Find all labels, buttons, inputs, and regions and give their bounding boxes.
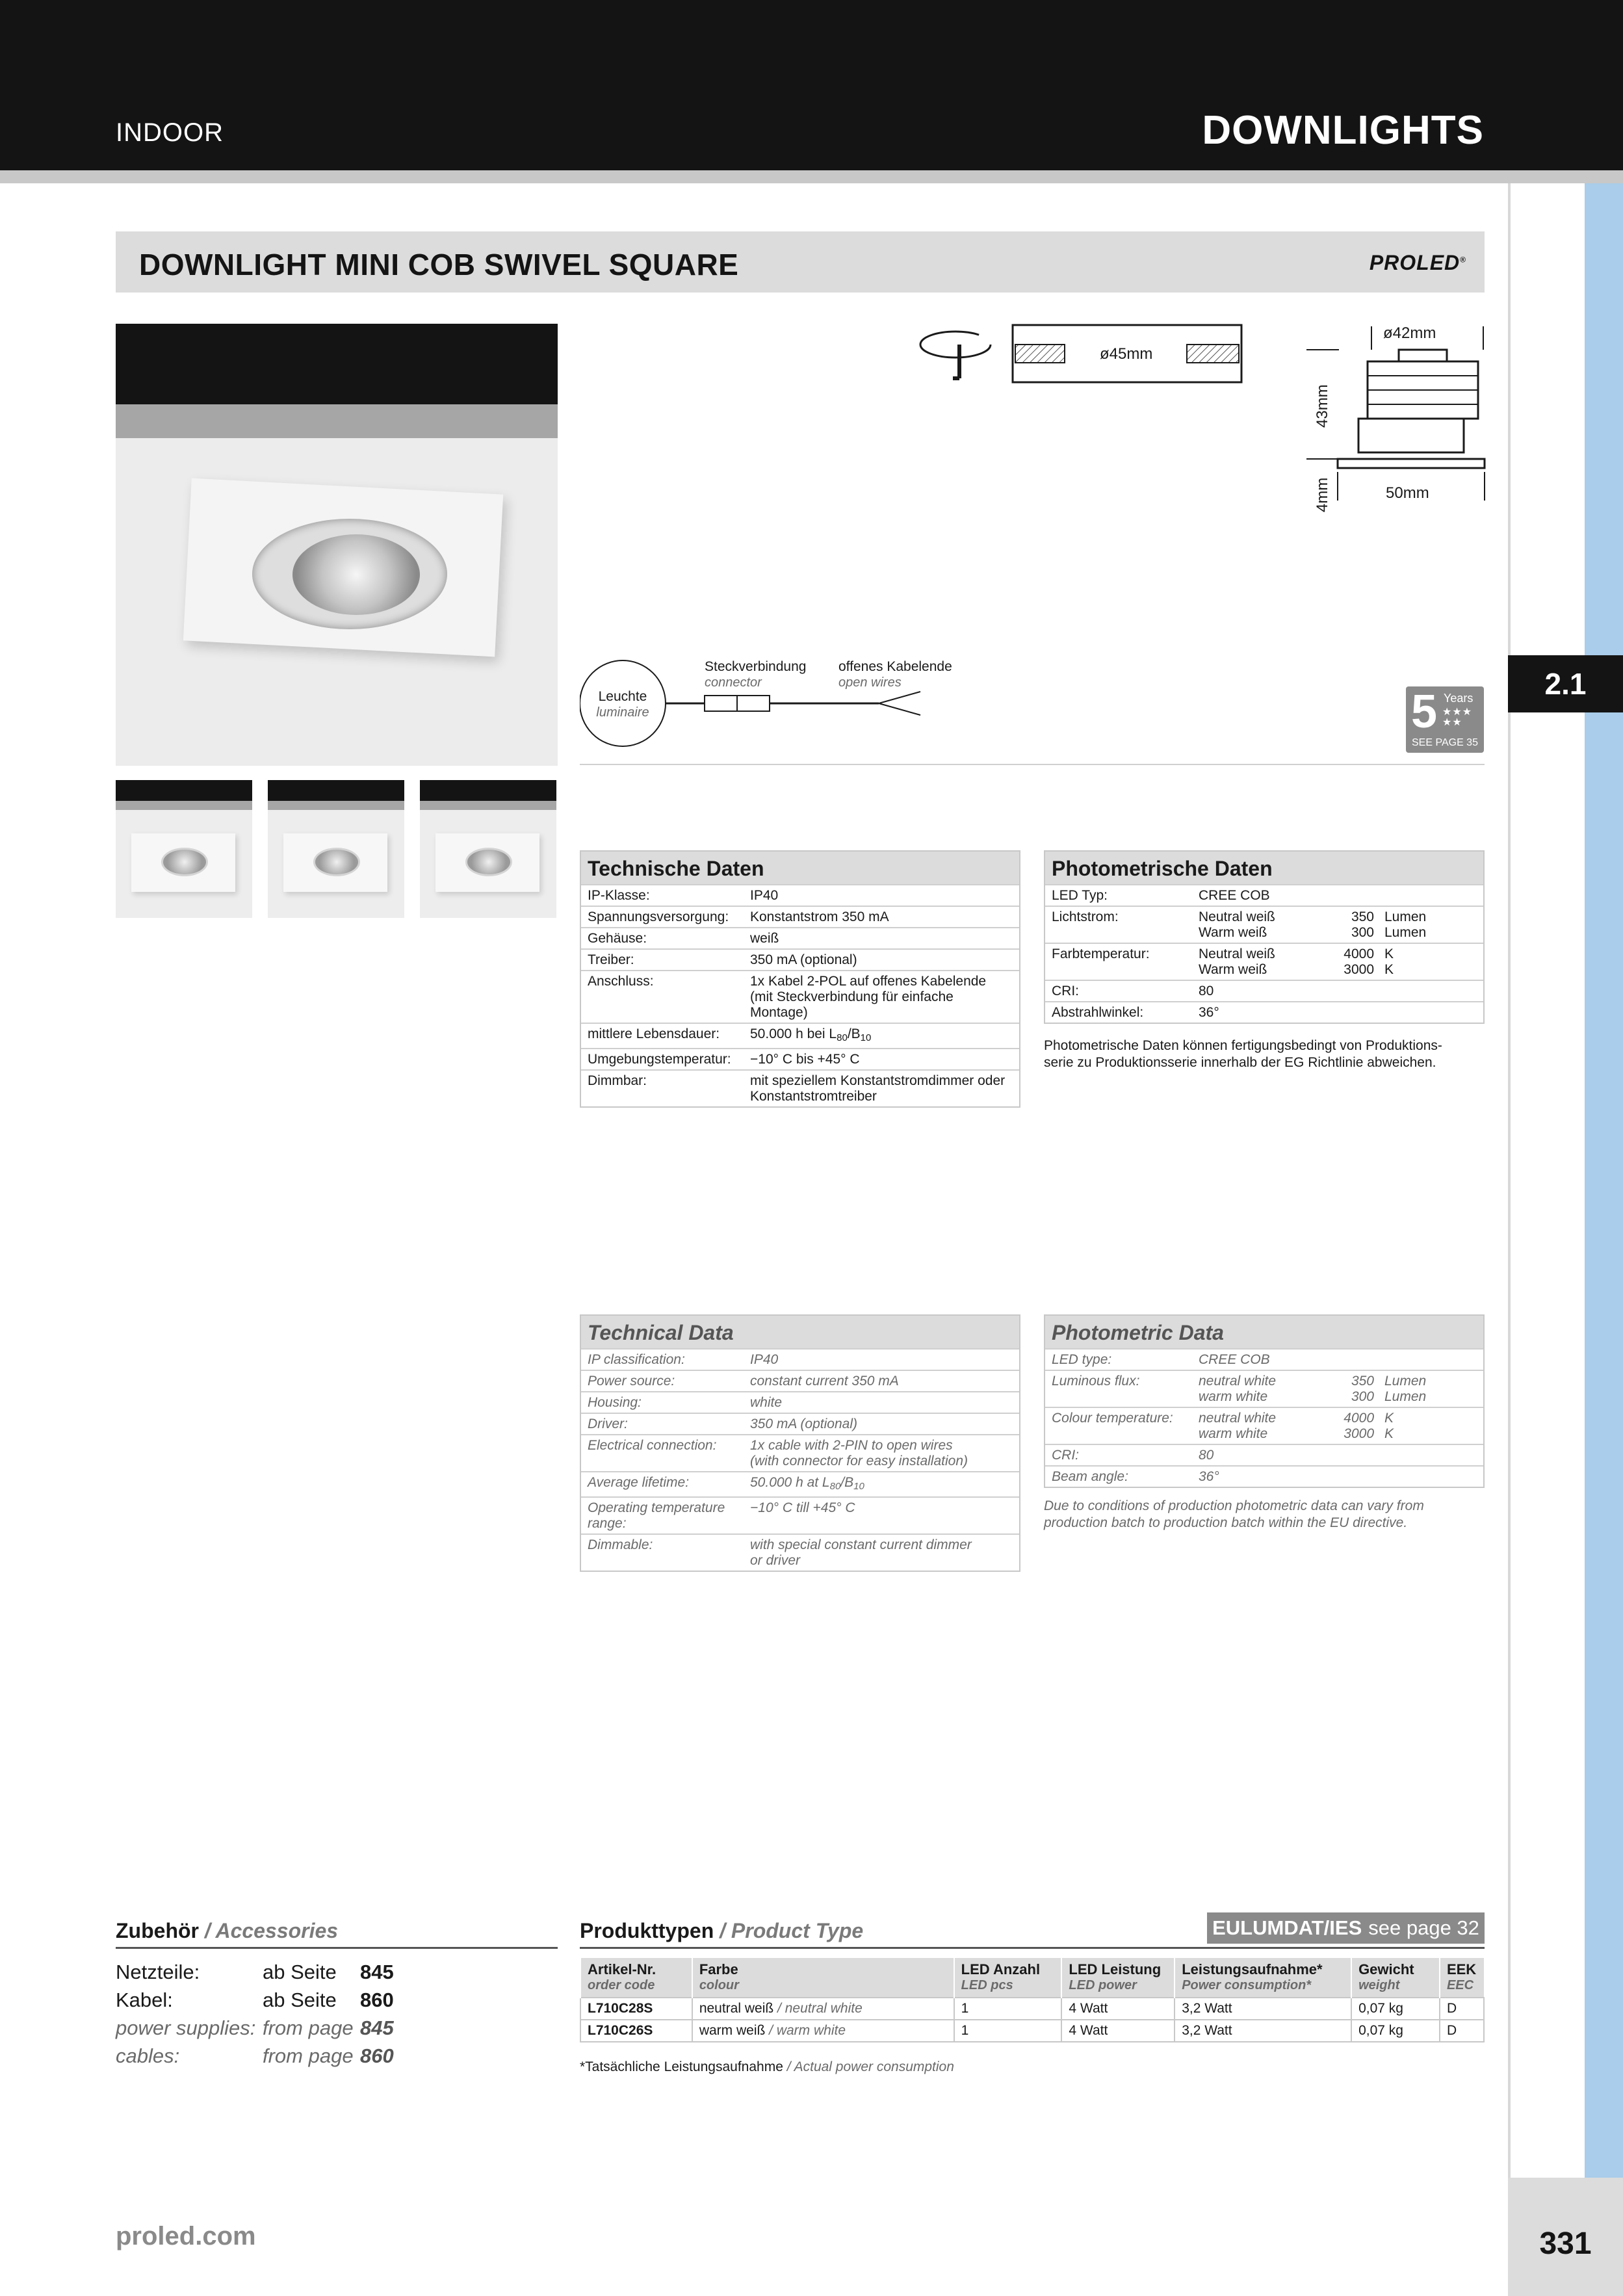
thumbnail-3[interactable] — [420, 780, 556, 918]
product-types-table: Artikel-Nr. order code Farbe colour LED Anzahl LED pcs LED Leistung LED power Leistungsaufnahme* Power consumption* Gewicht weight EEK EEC L710C28S neutral weiß / neutral white 1 4 Watt 3,2 Watt 0,07 kg D L710C26S warm weiß / warm white 1 4 Watt 3,2 Watt 0,07 kg D — [580, 1958, 1485, 2042]
accessory-row[interactable]: Kabel: ab Seite 860 — [116, 1989, 394, 2011]
accessory-row[interactable]: Netzteile: ab Seite 845 — [116, 1961, 394, 1983]
category-label: DOWNLIGHTS — [1202, 108, 1484, 153]
star-icon: ★★★ ★★ — [1442, 707, 1473, 728]
photometric-data-de: Photometrische Daten LED Typ: CREE COB Lichtstrom: Neutral weiß 350 Lumen Warm weiß 300 Lumen Farbtemperatur: Neutral weiß 4000 K Warm weiß 3000 K CRI: 80 Abstrahlwinkel: 36° — [1044, 850, 1485, 1024]
side-strip — [1508, 183, 1585, 2178]
connector-label-en: connector — [705, 675, 762, 690]
section-label: INDOOR — [116, 118, 224, 147]
brand-logo: PROLED® — [1369, 251, 1466, 274]
chapter-tab[interactable]: 2.1 — [1508, 655, 1623, 712]
side-accent-strip — [1585, 183, 1623, 2178]
page-number: 331 — [1508, 2178, 1623, 2296]
top-diameter-label: ø42mm — [1383, 324, 1436, 342]
width-label: 50mm — [1386, 484, 1429, 502]
product-title-bar — [116, 231, 1485, 293]
accessory-row[interactable]: power supplies: from page 845 — [116, 2016, 394, 2039]
table-row[interactable]: L710C28S neutral weiß / neutral white 1 4 Watt 3,2 Watt 0,07 kg D — [580, 1998, 1484, 2020]
footnote: *Tatsächliche Leistungsaufnahme / Actual power consumption — [580, 2059, 954, 2074]
product-title: DOWNLIGHT MINI COB SWIVEL SQUARE — [139, 248, 739, 281]
thumbnail-strip — [116, 780, 558, 918]
tech-data-de: Technische Daten IP-Klasse: IP40 Spannungsversorgung: Konstantstrom 350 mA Gehäuse: weiß Treiber: 350 mA (optional) Anschluss: 1x Kabel 2-POL auf offenes Kabelende (mit Steckverbindung für einfache Montage) mittlere Lebensdauer: 50.000 h bei L80/B10 Umgebungstemperatur: −10° C bis +45° C Dimmbar: mit speziellem Konstantstromdimmer oder Konstantstromtreiber — [580, 850, 1020, 1108]
cutout-dimension: ø45mm — [1100, 345, 1153, 363]
eulumdat-link[interactable]: EULUMDAT/IES see page 32 — [1207, 1912, 1485, 1944]
header-stripe — [0, 170, 1623, 183]
accessory-row[interactable]: cables: from page 860 — [116, 2044, 394, 2067]
photometric-data-en: Photometric Data LED type: CREE COB Luminous flux: neutral white 350 Lumen warm white 300 Lumen Colour temperature: neutral white 4000 K warm white 3000 K CRI: 80 Beam angle: 36° — [1044, 1314, 1485, 1488]
product-photo — [116, 324, 558, 766]
product-types-title: Produkttypen / Product Type — [580, 1919, 1485, 1949]
warranty-badge[interactable]: 5 Years ★★★ ★★ SEE PAGE 35 — [1406, 686, 1484, 753]
luminaire-label-en: luminaire — [596, 705, 649, 720]
wires-label-en: open wires — [838, 675, 902, 690]
wiring-diagram — [580, 651, 970, 755]
flange-label: 4mm — [1314, 477, 1331, 512]
photometric-note-en: Due to conditions of production photometric data can vary from production batch to production batch within the EU directive. — [1044, 1498, 1424, 1530]
height-label: 43mm — [1314, 384, 1331, 428]
wires-label-de: offenes Kabelende — [838, 659, 952, 674]
luminaire-label-de: Leuchte — [598, 689, 647, 704]
photometric-note-de: Photometrische Daten können fertigungsbedingt von Produktions- serie zu Produktionsserie innerhalb der EG Richtlinie abweichen. — [1044, 1038, 1442, 1070]
thumbnail-1[interactable] — [116, 780, 252, 918]
thumbnail-2[interactable] — [268, 780, 404, 918]
tech-data-en: Technical Data IP classification: IP40 Power source: constant current 350 mA Housing: white Driver: 350 mA (optional) Electrical connection: 1x cable with 2-PIN to open wires (with connector for easy installation) Average lifetime: 50.000 h at L80/B10 Operating temperature range: −10° C till +45° C Dimmable: with special constant current dimmer or driver — [580, 1314, 1020, 1572]
table-row[interactable]: L710C26S warm weiß / warm white 1 4 Watt 3,2 Watt 0,07 kg D — [580, 2020, 1484, 2042]
accessories-title: Zubehör / Accessories — [116, 1919, 558, 1949]
footer-url[interactable]: proled.com — [116, 2222, 256, 2250]
accessories-list — [116, 1958, 558, 2070]
divider — [580, 764, 1485, 765]
profile-drawing — [1300, 319, 1488, 514]
connector-label-de: Steckverbindung — [705, 659, 807, 674]
cutout-drawing — [916, 321, 1248, 393]
